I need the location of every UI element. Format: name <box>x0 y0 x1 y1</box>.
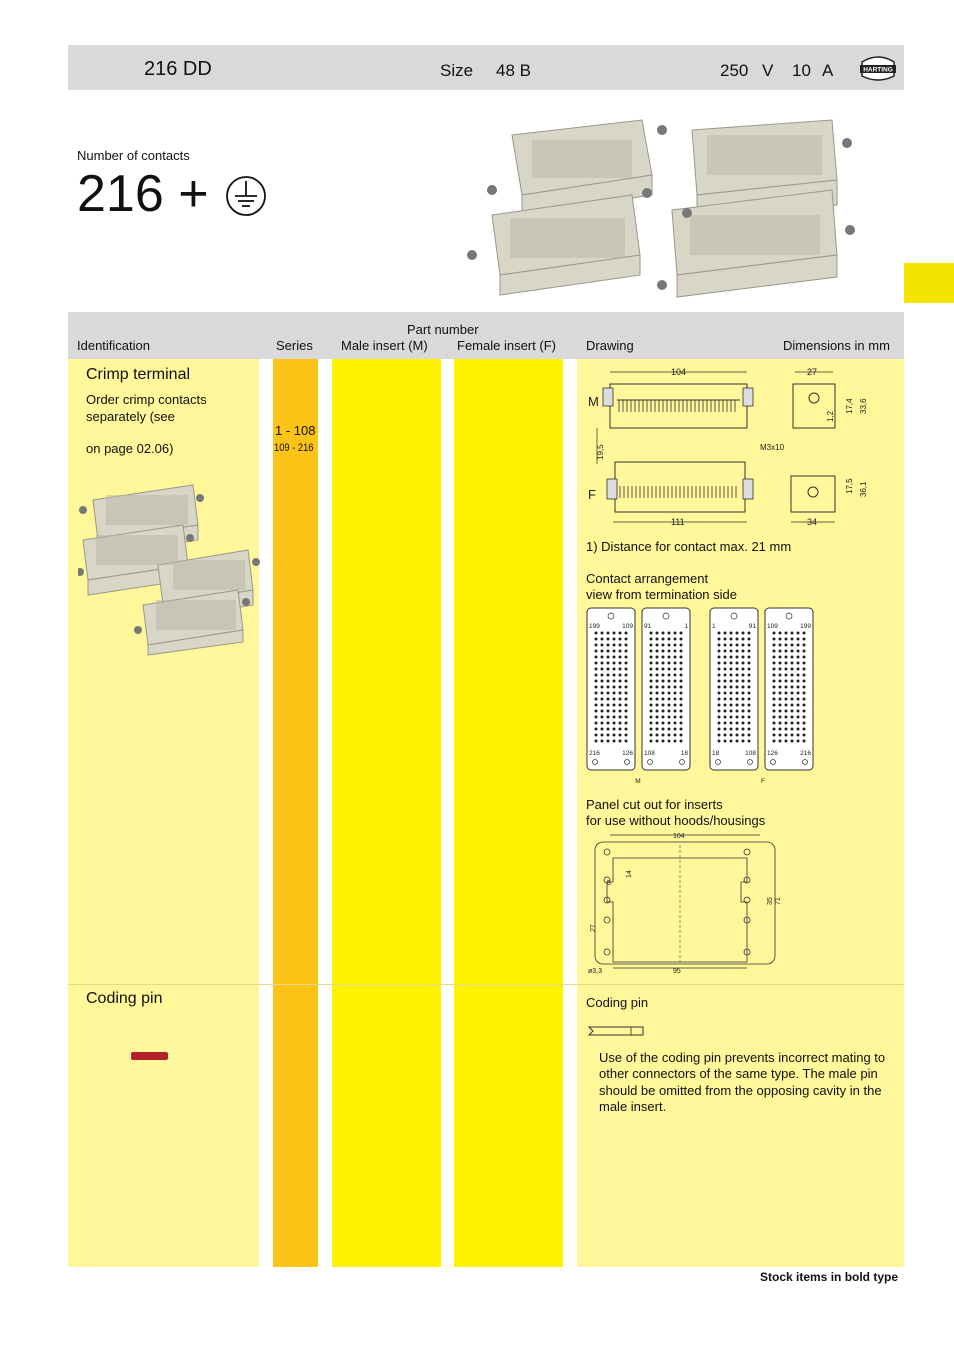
svg-text:33,6: 33,6 <box>859 398 868 414</box>
contact-number-label: 18 <box>712 750 720 757</box>
contact-number-label: 1 <box>712 623 716 630</box>
contacts-label: Number of contacts <box>77 148 190 163</box>
coding-desc-line1: Use of the coding pin prevents incorrect mating to <box>599 1050 886 1065</box>
panel-cutout-subtitle: for use without hoods/housings <box>586 813 766 828</box>
svg-text:71: 71 <box>775 897 782 905</box>
contact-number-label: 108 <box>644 750 655 757</box>
svg-text:5: 5 <box>607 880 611 887</box>
dimensions-header: Dimensions in mm <box>783 338 890 353</box>
contact-number-label: 216 <box>589 750 600 757</box>
contact-arrangement-subtitle: view from termination side <box>586 587 737 602</box>
contact-arrangement-diagram <box>585 606 821 786</box>
coding-desc-line4: male insert. <box>599 1099 667 1114</box>
crimp-note-line3: on page 02.06) <box>86 441 174 456</box>
coding-pin-photo <box>131 1052 168 1060</box>
panel-cutout-title: Panel cut out for inserts <box>586 797 723 812</box>
contact-arrangement-title: Contact arrangement <box>586 571 709 586</box>
row-divider <box>68 984 904 985</box>
contact-number-label: 18 <box>680 750 688 757</box>
svg-text:104: 104 <box>673 833 685 840</box>
svg-text:27: 27 <box>807 367 818 377</box>
arrangement-f-label: F <box>761 778 765 785</box>
contact-number-label: 199 <box>800 623 811 630</box>
size-label: Size <box>440 61 474 80</box>
rating-current-unit: A <box>822 61 834 80</box>
svg-text:M: M <box>588 394 599 409</box>
svg-text:17,4: 17,4 <box>845 398 854 414</box>
crimp-terminal-title: Crimp terminal <box>86 366 191 383</box>
footer-note: Stock items in bold type <box>760 1270 899 1284</box>
male-insert-header: Male insert (M) <box>341 338 428 353</box>
svg-text:HARTING: HARTING <box>863 66 893 74</box>
drawing-header: Drawing <box>586 338 634 353</box>
svg-text:111: 111 <box>671 517 685 527</box>
contacts-value: 216 + <box>77 165 209 223</box>
svg-text:35: 35 <box>767 897 774 905</box>
contact-number-label: 91 <box>644 623 652 630</box>
series-header: Series <box>276 338 313 353</box>
svg-text:27: 27 <box>590 924 597 932</box>
drawing-footnote: 1) Distance for contact max. 21 mm <box>586 539 792 554</box>
contact-number-label: 1 <box>684 623 688 630</box>
crimp-note-line1: Order crimp contacts <box>86 392 207 407</box>
series-column <box>273 359 318 1267</box>
harting-logo-icon <box>858 52 898 84</box>
crimp-note-line2: separately (see <box>86 409 175 424</box>
svg-text:ø3,3: ø3,3 <box>588 968 603 975</box>
svg-text:95: 95 <box>673 968 681 975</box>
contact-number-label: 216 <box>800 750 811 757</box>
contact-block <box>587 608 635 770</box>
coding-pin-icon <box>587 1024 647 1038</box>
product-photo <box>462 115 862 310</box>
svg-text:1,2: 1,2 <box>826 410 835 422</box>
svg-text:104: 104 <box>671 367 687 377</box>
female-insert-column <box>454 359 563 1267</box>
page-title: 216 DD <box>144 58 212 80</box>
series-range-2: 109 - 216 <box>274 442 314 454</box>
svg-text:34: 34 <box>807 517 818 527</box>
svg-text:F: F <box>588 487 596 502</box>
size-value: 48 B <box>496 61 531 80</box>
protective-earth-icon <box>225 175 267 217</box>
section-tab <box>904 263 954 303</box>
rating-voltage-unit: V <box>762 61 774 80</box>
panel-cutout-drawing <box>585 830 785 978</box>
contact-block <box>710 608 758 770</box>
page-header <box>68 45 904 90</box>
svg-text:17,5: 17,5 <box>845 478 854 494</box>
table-header <box>68 312 904 359</box>
coding-pin-title: Coding pin <box>86 990 163 1007</box>
contact-number-label: 126 <box>622 750 633 757</box>
crimp-product-photo <box>78 480 263 660</box>
contact-number-label: 109 <box>622 623 633 630</box>
contact-block <box>642 608 690 770</box>
rating-current: 10 <box>792 61 811 80</box>
male-insert-column <box>332 359 441 1267</box>
svg-text:14: 14 <box>626 870 633 878</box>
contact-number-label: 199 <box>589 623 600 630</box>
svg-text:36,1: 36,1 <box>859 481 868 497</box>
arrangement-m-label: M <box>635 778 641 785</box>
part-number-header: Part number <box>407 322 479 337</box>
svg-text:M3x10: M3x10 <box>760 443 785 452</box>
female-insert-header: Female insert (F) <box>457 338 556 353</box>
contact-block <box>765 608 813 770</box>
coding-desc-line2: other connectors of the same type. The male pin <box>599 1066 878 1081</box>
rating-voltage: 250 <box>720 61 749 80</box>
contact-number-label: 109 <box>767 623 778 630</box>
coding-pin-drawing-title: Coding pin <box>586 995 649 1010</box>
identification-header: Identification <box>77 338 150 353</box>
contact-number-label: 91 <box>748 623 756 630</box>
dimension-drawing <box>585 364 895 534</box>
svg-text:19,5: 19,5 <box>596 444 605 460</box>
contact-number-label: 108 <box>745 750 756 757</box>
coding-desc-line3: should be omitted from the opposing cavity in the <box>599 1083 882 1098</box>
series-range-1: 1 - 108 <box>275 423 316 438</box>
contact-number-label: 126 <box>767 750 778 757</box>
